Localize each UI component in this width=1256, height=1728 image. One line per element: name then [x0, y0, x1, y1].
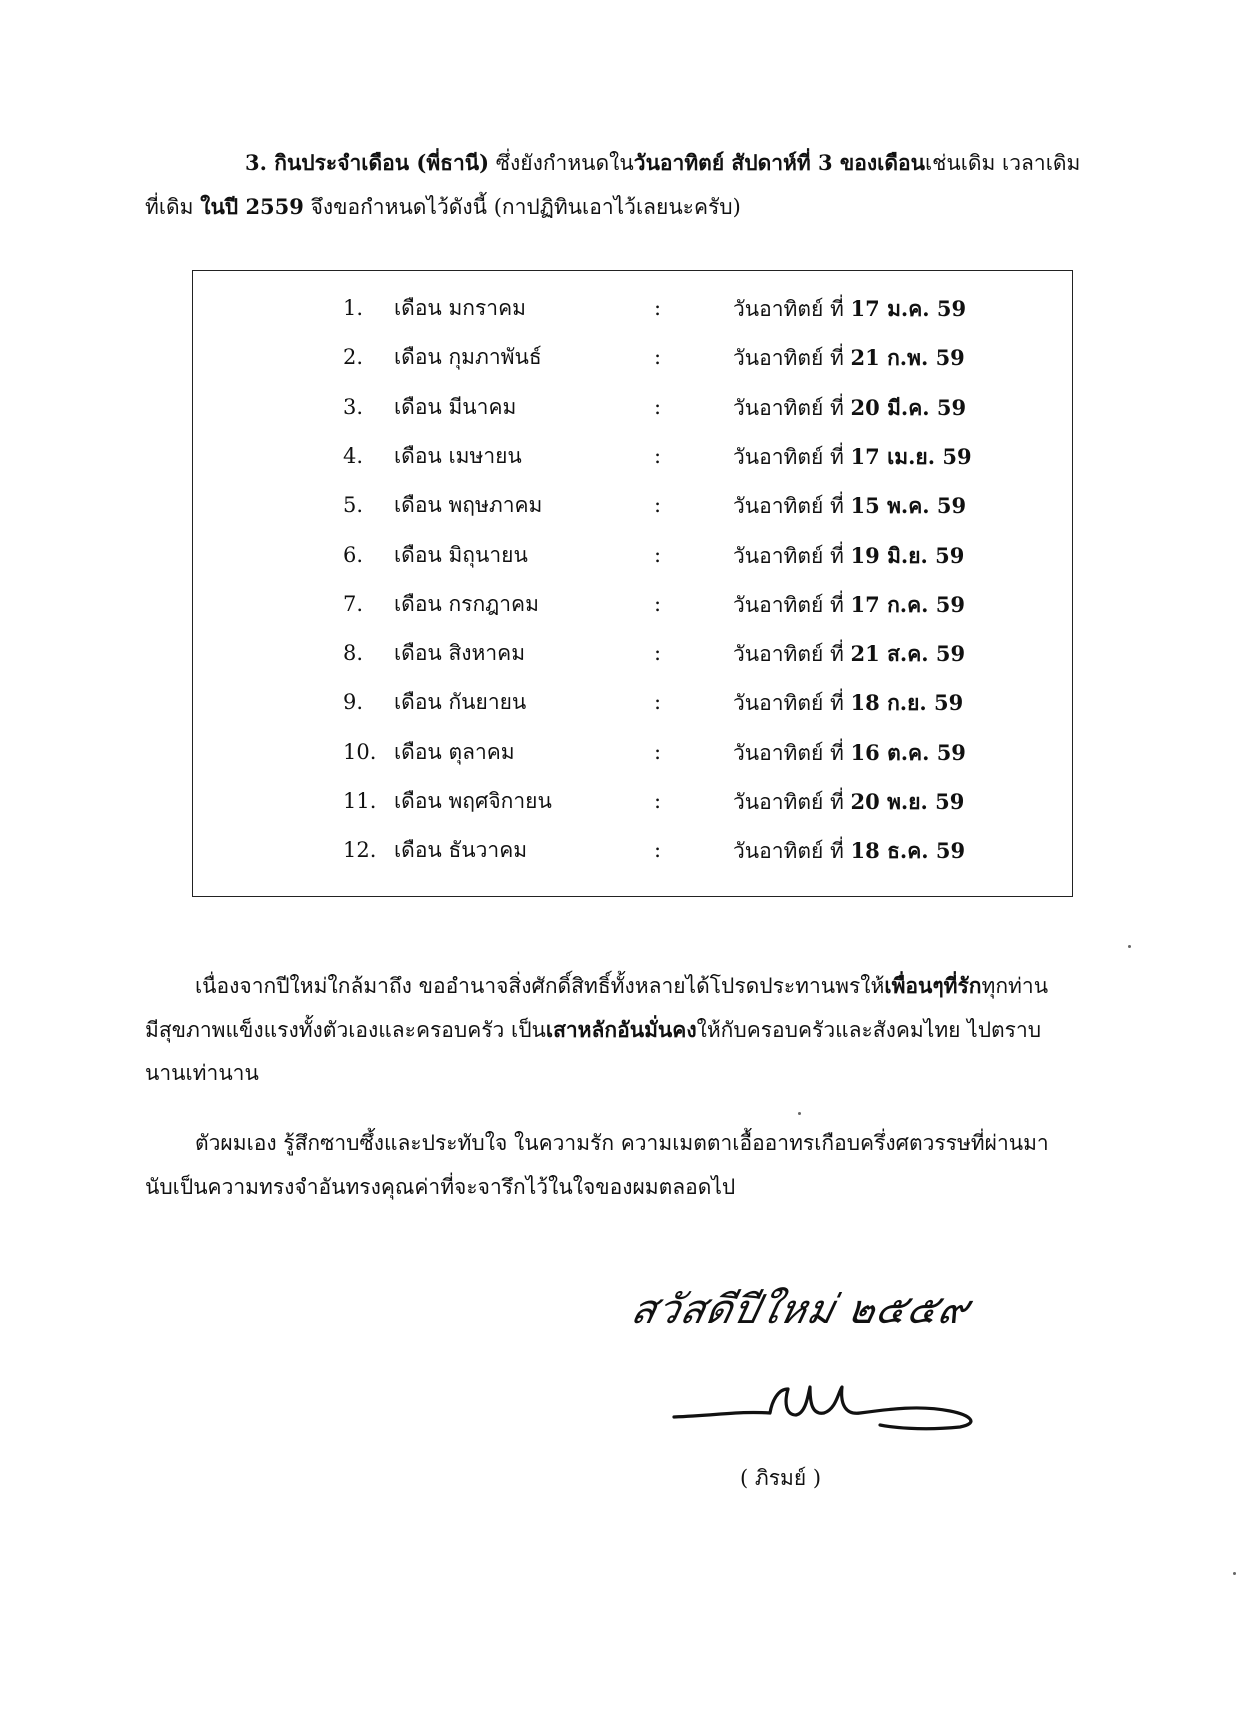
scan-speck — [1128, 945, 1131, 948]
row-colon: : — [654, 739, 662, 764]
row-month-label: เดือน กันยายน — [394, 690, 527, 715]
body-text: ซึ่งยังกำหนดใน — [489, 151, 634, 175]
body-text: เนื่องจากปีใหม่ใกล้มาถึง ขออำนาจสิ่งศักดิ์สิทธิ์ทั้งหลายได้โปรดประทานพรให้ — [195, 974, 885, 998]
row-colon: : — [654, 591, 662, 616]
row-day-text: วันอาทิตย์ ที่ — [733, 543, 844, 568]
row-number: 9. — [343, 690, 364, 715]
row-date: 18 ก.ย. 59 — [850, 690, 964, 716]
row-number: 4. — [343, 443, 364, 468]
schedule-row — [193, 591, 1072, 634]
row-colon: : — [654, 690, 662, 715]
row-date: 17 ม.ค. 59 — [850, 296, 967, 321]
body-text: จึงขอกำหนดไว้ดังนี้ (กาปฏิทินเอาไว้เลยนะครับ) — [303, 195, 741, 219]
row-month-label: เดือน มกราคม — [394, 296, 526, 320]
row-day-label — [733, 791, 964, 813]
new-year-greeting: สวัสดีปีใหม่ ๒๕๕๙ — [627, 1287, 974, 1333]
body-text: มีสุขภาพแข็งแรงทั้งตัวเองและครอบครัว เป็น — [145, 1018, 546, 1042]
body-text: เช่นเดิม เวลาเดิม — [924, 151, 1081, 175]
emphasis-text: ในปี 2559 — [200, 194, 304, 219]
schedule-row — [193, 347, 1072, 387]
row-day-text: วันอาทิตย์ ที่ — [733, 642, 844, 667]
signer-name: ( ภิรมย์ ) — [740, 1466, 822, 1490]
intro-line-1 — [145, 152, 1080, 174]
row-date: 15 พ.ค. 59 — [850, 493, 967, 519]
emphasis-text: 3. กินประจำเดือน (พี่ธานี) — [245, 150, 490, 175]
body-text: ทุกท่าน — [981, 974, 1049, 998]
row-day-text: วันอาทิตย์ ที่ — [733, 592, 844, 617]
new-year-line-3 — [145, 1063, 259, 1084]
new-year-line-1 — [145, 975, 1048, 997]
row-day-text: วันอาทิตย์ ที่ — [733, 740, 844, 765]
row-day-label — [733, 347, 965, 369]
row-date: 21 ก.พ. 59 — [850, 345, 965, 371]
row-day-label — [733, 298, 966, 320]
row-day-label — [733, 692, 963, 714]
row-number: 7. — [343, 591, 364, 616]
row-colon: : — [654, 394, 662, 419]
row-date: 21 ส.ค. 59 — [850, 641, 966, 667]
row-number: 8. — [343, 641, 364, 666]
row-colon: : — [654, 641, 662, 666]
schedule-row — [193, 692, 1072, 732]
row-day-label — [733, 643, 965, 665]
row-day-label — [733, 443, 972, 469]
intro-line-2 — [145, 196, 741, 218]
row-day-text: วันอาทิตย์ ที่ — [733, 395, 844, 420]
schedule-row — [193, 840, 1072, 880]
row-date: 17 เม.ย. 59 — [850, 443, 972, 469]
row-month-label: เดือน ตุลาคม — [394, 739, 515, 764]
body-text: ที่เดิม — [145, 195, 201, 219]
row-colon: : — [654, 296, 662, 320]
scan-speck — [798, 1112, 801, 1115]
row-day-text: วันอาทิตย์ ที่ — [733, 444, 844, 469]
row-day-label — [733, 542, 965, 568]
row-colon: : — [654, 443, 662, 468]
schedule-row — [193, 298, 1072, 338]
row-month-label: เดือน ธันวาคม — [394, 838, 528, 863]
row-number: 10. — [343, 739, 377, 764]
row-date: 18 ธ.ค. 59 — [850, 838, 966, 864]
row-day-label — [733, 591, 966, 617]
schedule-row — [193, 791, 1072, 831]
row-date: 20 มี.ค. 59 — [850, 394, 967, 420]
row-month-label: เดือน กุมภาพันธ์ — [394, 345, 542, 370]
schedule-row — [193, 739, 1072, 782]
schedule-row — [193, 542, 1072, 585]
row-day-label — [733, 739, 966, 765]
schedule-box — [192, 270, 1073, 897]
emphasis-text: วันอาทิตย์ สัปดาห์ที่ 3 ของเดือน — [633, 150, 925, 175]
row-day-text: วันอาทิตย์ ที่ — [733, 494, 844, 519]
row-day-label — [733, 394, 967, 420]
row-day-text: วันอาทิตย์ ที่ — [733, 790, 844, 814]
row-date: 19 มิ.ย. 59 — [850, 542, 965, 568]
schedule-row — [193, 443, 1072, 486]
row-day-text: วันอาทิตย์ ที่ — [733, 297, 844, 321]
body-text: ให้กับครอบครัวและสังคมไทย ไปตราบ — [696, 1018, 1042, 1042]
emphasis-text: เพื่อนๆที่รัก — [884, 973, 982, 998]
row-number: 3. — [343, 394, 364, 419]
row-day-text: วันอาทิตย์ ที่ — [733, 839, 844, 864]
handwritten-signature — [660, 1365, 1000, 1445]
row-day-label — [733, 840, 965, 862]
row-colon: : — [654, 789, 662, 813]
row-number: 5. — [343, 493, 364, 518]
row-month-label: เดือน มิถุนายน — [394, 542, 528, 567]
gratitude-line-2: นับเป็นความทรงจำอันทรงคุณค่าที่จะจารึกไว้ในใจของผมตลอดไป — [145, 1175, 736, 1199]
row-month-label: เดือน มีนาคม — [394, 394, 517, 419]
row-date: 20 พ.ย. 59 — [850, 789, 965, 814]
row-number: 1. — [343, 296, 364, 320]
scan-speck — [1233, 1572, 1236, 1575]
row-day-text: วันอาทิตย์ ที่ — [733, 346, 844, 371]
body-text: นานเท่านาน — [145, 1061, 259, 1085]
row-month-label: เดือน เมษายน — [394, 443, 522, 468]
row-colon: : — [654, 838, 662, 863]
new-year-line-2 — [145, 1019, 1041, 1041]
row-colon: : — [654, 542, 662, 567]
schedule-row — [193, 495, 1072, 535]
row-month-label: เดือน พฤศจิกายน — [394, 789, 552, 813]
row-number: 11. — [343, 789, 377, 813]
row-number: 12. — [343, 838, 377, 863]
gratitude-line-1: ตัวผมเอง รู้สึกซาบซึ้งและประทับใจ ในความรัก ความเมตตาเอื้ออาทรเกือบครึ่งศตวรรษที่ผ่านมา — [195, 1131, 1049, 1155]
schedule-row — [193, 643, 1072, 683]
row-day-text: วันอาทิตย์ ที่ — [733, 691, 844, 716]
row-month-label: เดือน พฤษภาคม — [394, 493, 543, 518]
row-colon: : — [654, 345, 662, 370]
row-month-label: เดือน กรกฎาคม — [394, 591, 539, 616]
row-date: 16 ต.ค. 59 — [850, 739, 966, 765]
row-number: 2. — [343, 345, 364, 370]
row-month-label: เดือน สิงหาคม — [394, 641, 526, 666]
row-day-label — [733, 495, 966, 517]
row-colon: : — [654, 493, 662, 518]
emphasis-text: เสาหลักอันมั่นคง — [545, 1017, 697, 1042]
schedule-row — [193, 394, 1072, 437]
row-date: 17 ก.ค. 59 — [850, 591, 966, 617]
row-number: 6. — [343, 542, 364, 567]
